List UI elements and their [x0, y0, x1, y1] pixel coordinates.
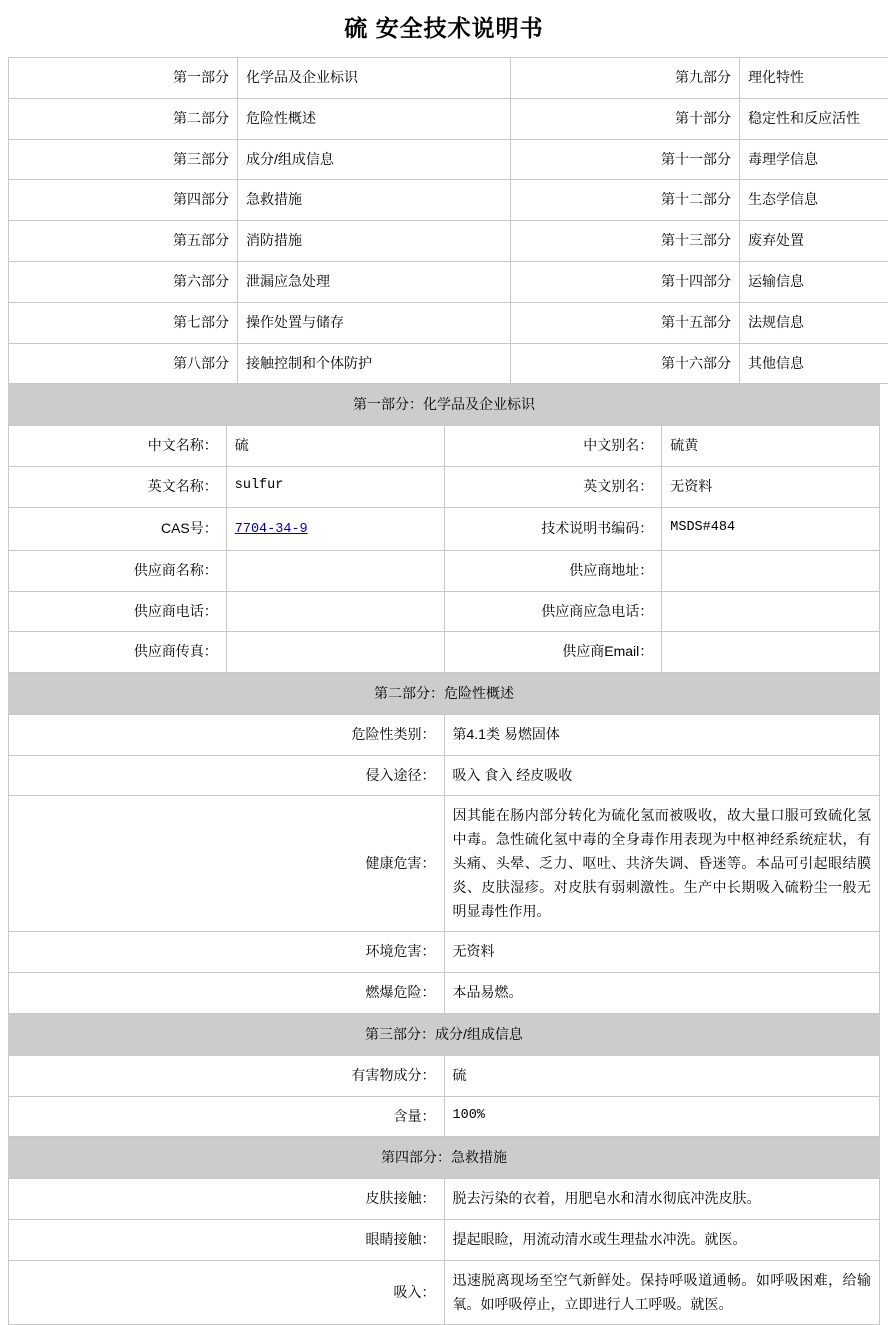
toc-right-name: 运输信息 — [740, 261, 888, 302]
field-label: 有害物成分： — [9, 1055, 445, 1096]
table-row — [9, 221, 888, 262]
table-row — [9, 550, 880, 591]
section-heading-row — [9, 1138, 880, 1179]
field-label: 燃爆危险： — [9, 973, 445, 1014]
field-label: 吸入： — [9, 1260, 445, 1325]
field-label: 供应商应急电话： — [444, 591, 662, 632]
field-label: 供应商传真： — [9, 632, 227, 673]
toc-left-name: 危险性概述 — [238, 98, 511, 139]
table-row — [9, 755, 880, 796]
field-value — [662, 591, 880, 632]
table-row — [9, 180, 888, 221]
field-value: 提起眼睑，用流动清水或生理盐水冲洗。就医。 — [444, 1220, 880, 1261]
toc-right-name: 毒理学信息 — [740, 139, 888, 180]
toc-right-no: 第十三部分 — [511, 221, 740, 262]
table-row — [9, 58, 888, 99]
field-value — [226, 591, 444, 632]
field-value: 无资料 — [662, 466, 880, 507]
field-value: 硫 — [444, 1055, 880, 1096]
field-value: 硫 — [226, 426, 444, 467]
toc-right-name: 其他信息 — [740, 343, 888, 384]
section-2-table — [8, 673, 880, 1014]
toc-right-no: 第九部分 — [511, 58, 740, 99]
field-label: 技术说明书编码： — [444, 507, 662, 550]
toc-left-name: 成分/组成信息 — [238, 139, 511, 180]
field-value: 第4.1类 易燃固体 — [444, 714, 880, 755]
field-label: 英文别名： — [444, 466, 662, 507]
field-label: 供应商名称： — [9, 550, 227, 591]
table-row — [9, 302, 888, 343]
field-label: 健康危害： — [9, 796, 445, 932]
field-value: MSDS#484 — [662, 507, 880, 550]
section-heading-row — [9, 1015, 880, 1056]
field-label: 环境危害： — [9, 932, 445, 973]
toc-left-no: 第四部分 — [9, 180, 238, 221]
toc-left-no: 第二部分 — [9, 98, 238, 139]
field-value: sulfur — [226, 466, 444, 507]
field-value: 本品易燃。 — [444, 973, 880, 1014]
table-row — [9, 714, 880, 755]
toc-right-no: 第十一部分 — [511, 139, 740, 180]
section-heading-row — [9, 385, 880, 426]
table-row — [9, 343, 888, 384]
toc-left-name: 泄漏应急处理 — [238, 261, 511, 302]
field-label: 含量： — [9, 1096, 445, 1137]
field-value — [226, 632, 444, 673]
field-value: 脱去污染的衣着，用肥皂水和清水彻底冲洗皮肤。 — [444, 1179, 880, 1220]
toc-right-no: 第十四部分 — [511, 261, 740, 302]
section-4-heading: 第四部分：急救措施 — [9, 1138, 880, 1179]
toc-left-name: 接触控制和个体防护 — [238, 343, 511, 384]
field-label: 供应商地址： — [444, 550, 662, 591]
section-1-table — [8, 384, 880, 673]
field-label: CAS号： — [9, 507, 227, 550]
toc-right-no: 第十部分 — [511, 98, 740, 139]
table-row — [9, 973, 880, 1014]
field-value — [226, 507, 444, 550]
field-label: 皮肤接触： — [9, 1179, 445, 1220]
table-row — [9, 932, 880, 973]
field-value: 迅速脱离现场至空气新鲜处。保持呼吸道通畅。如呼吸困难，给输氧。如呼吸停止，立即进行人工呼吸。就医。 — [444, 1260, 880, 1325]
table-row — [9, 507, 880, 550]
toc-left-no: 第五部分 — [9, 221, 238, 262]
table-row — [9, 1179, 880, 1220]
toc-right-no: 第十二部分 — [511, 180, 740, 221]
toc-left-name: 消防措施 — [238, 221, 511, 262]
toc-right-no: 第十六部分 — [511, 343, 740, 384]
field-label: 供应商电话： — [9, 591, 227, 632]
field-label: 中文别名： — [444, 426, 662, 467]
toc-right-name: 废弃处置 — [740, 221, 888, 262]
toc-left-name: 急救措施 — [238, 180, 511, 221]
section-3-heading: 第三部分：成分/组成信息 — [9, 1015, 880, 1056]
toc-left-no: 第一部分 — [9, 58, 238, 99]
field-value: 100% — [444, 1096, 880, 1137]
toc-left-name: 化学品及企业标识 — [238, 58, 511, 99]
table-row — [9, 796, 880, 932]
field-label: 侵入途径： — [9, 755, 445, 796]
table-row — [9, 1220, 880, 1261]
field-label: 眼睛接触： — [9, 1220, 445, 1261]
table-row — [9, 426, 880, 467]
table-row — [9, 1055, 880, 1096]
table-row — [9, 139, 888, 180]
field-label: 中文名称： — [9, 426, 227, 467]
section-heading-row — [9, 674, 880, 715]
toc-right-no: 第十五部分 — [511, 302, 740, 343]
table-row — [9, 632, 880, 673]
table-row — [9, 98, 888, 139]
field-label: 危险性类别： — [9, 714, 445, 755]
field-value: 硫黄 — [662, 426, 880, 467]
section-3-table — [8, 1014, 880, 1137]
table-row — [9, 1096, 880, 1137]
toc-right-name: 生态学信息 — [740, 180, 888, 221]
toc-right-name: 稳定性和反应活性 — [740, 98, 888, 139]
table-row — [9, 261, 888, 302]
section-1-heading: 第一部分：化学品及企业标识 — [9, 385, 880, 426]
field-value — [226, 550, 444, 591]
toc-left-no: 第七部分 — [9, 302, 238, 343]
page-title: 硫 安全技术说明书 — [0, 0, 888, 57]
field-value — [662, 632, 880, 673]
field-value: 吸入 食入 经皮吸收 — [444, 755, 880, 796]
section-2-heading: 第二部分：危险性概述 — [9, 674, 880, 715]
field-value: 因其能在肠内部分转化为硫化氢而被吸收，故大量口服可致硫化氢中毒。急性硫化氢中毒的全身毒作用表现为中枢神经系统症状，有头痛、头晕、乏力、呕吐、共济失调、昏迷等。本品可引起眼结膜炎、皮肤湿疹。对皮肤有弱刺激性。生产中长期吸入硫粉尘一般无明显毒性作用。 — [444, 796, 880, 932]
table-row — [9, 466, 880, 507]
table-row — [9, 591, 880, 632]
toc-left-no: 第三部分 — [9, 139, 238, 180]
cas-number-link[interactable]: 7704-34-9 — [235, 522, 308, 537]
table-of-contents — [8, 57, 888, 384]
section-4-table — [8, 1137, 880, 1325]
toc-left-no: 第六部分 — [9, 261, 238, 302]
toc-right-name: 理化特性 — [740, 58, 888, 99]
toc-left-no: 第八部分 — [9, 343, 238, 384]
toc-left-name: 操作处置与储存 — [238, 302, 511, 343]
field-label: 英文名称： — [9, 466, 227, 507]
toc-right-name: 法规信息 — [740, 302, 888, 343]
field-value: 无资料 — [444, 932, 880, 973]
table-row — [9, 1260, 880, 1325]
field-value — [662, 550, 880, 591]
field-label: 供应商Email： — [444, 632, 662, 673]
